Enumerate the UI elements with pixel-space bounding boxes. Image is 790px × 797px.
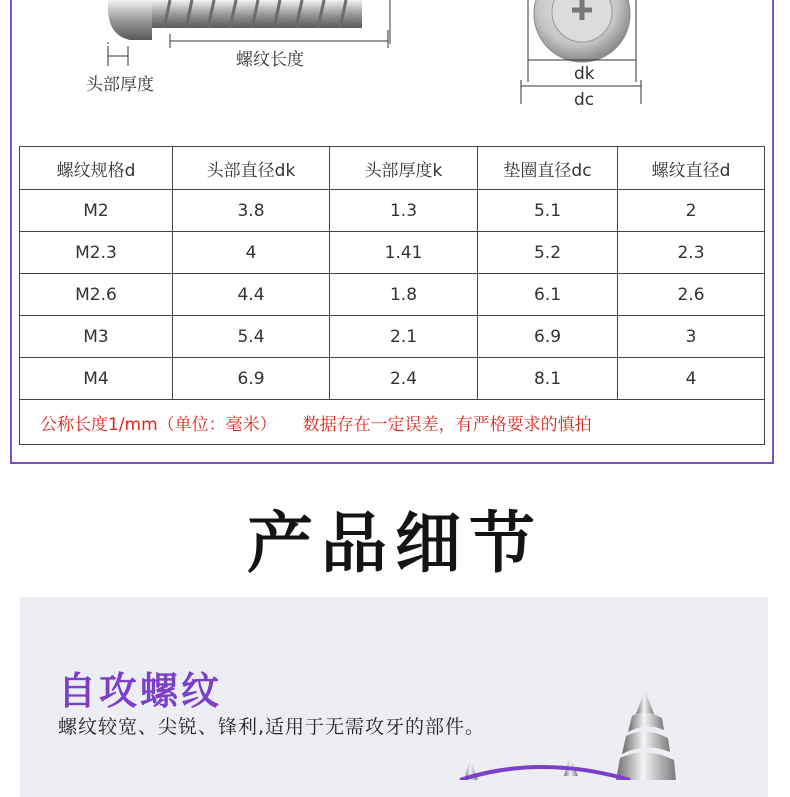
- header-thread-spec: 螺纹规格d: [20, 147, 173, 190]
- header-washer-diameter: 垫圈直径dc: [478, 147, 618, 190]
- table-cell: 3: [618, 316, 765, 358]
- table-cell: 5.4: [173, 316, 330, 358]
- dk-label: dk: [574, 64, 595, 84]
- table-cell: 1.8: [330, 274, 478, 316]
- table-cell: 5.1: [478, 190, 618, 232]
- table-cell: M2: [20, 190, 173, 232]
- table-row: [20, 190, 765, 232]
- table-cell: 1.3: [330, 190, 478, 232]
- table-row: [20, 316, 765, 358]
- table-cell: 3.8: [173, 190, 330, 232]
- table-cell: M4: [20, 358, 173, 400]
- feature-title: 自攻螺纹: [58, 669, 223, 713]
- table-row: [20, 232, 765, 274]
- note-tolerance: 数据存在一定误差，有严格要求的慎拍: [302, 414, 592, 435]
- screw-closeup-image: [440, 690, 790, 780]
- table-cell: 8.1: [478, 358, 618, 400]
- table-cell: 5.2: [478, 232, 618, 274]
- head-thickness-label: 头部厚度: [86, 75, 154, 95]
- header-thread-diameter: 螺纹直径d: [618, 147, 765, 190]
- dc-label: dc: [574, 90, 595, 110]
- header-head-thickness: 头部厚度k: [330, 147, 478, 190]
- table-cell: 2.1: [330, 316, 478, 358]
- spec-table: [19, 146, 765, 445]
- section-title: 产品细节: [247, 505, 543, 582]
- table-cell: 6.1: [478, 274, 618, 316]
- table-cell: 1.41: [330, 232, 478, 274]
- table-note: [20, 400, 765, 445]
- table-cell: 2.3: [618, 232, 765, 274]
- table-cell: M3: [20, 316, 173, 358]
- table-cell: 6.9: [478, 316, 618, 358]
- table-cell: 4: [173, 232, 330, 274]
- table-cell: 2: [618, 190, 765, 232]
- table-note-row: [20, 400, 765, 445]
- table-cell: 2.6: [618, 274, 765, 316]
- thread-length-label: 螺纹长度: [236, 50, 304, 70]
- table-cell: M2.6: [20, 274, 173, 316]
- table-cell: M2.3: [20, 232, 173, 274]
- table-cell: 6.9: [173, 358, 330, 400]
- table-header-row: [20, 147, 765, 190]
- header-head-diameter: 头部直径dk: [173, 147, 330, 190]
- table-row: [20, 358, 765, 400]
- note-unit: 公称长度1/mm（单位：毫米）: [40, 414, 277, 435]
- table-cell: 2.4: [330, 358, 478, 400]
- table-row: [20, 274, 765, 316]
- table-cell: 4: [618, 358, 765, 400]
- feature-description: 螺纹较宽、尖锐、锋利,适用于无需攻牙的部件。: [58, 716, 486, 738]
- table-cell: 4.4: [173, 274, 330, 316]
